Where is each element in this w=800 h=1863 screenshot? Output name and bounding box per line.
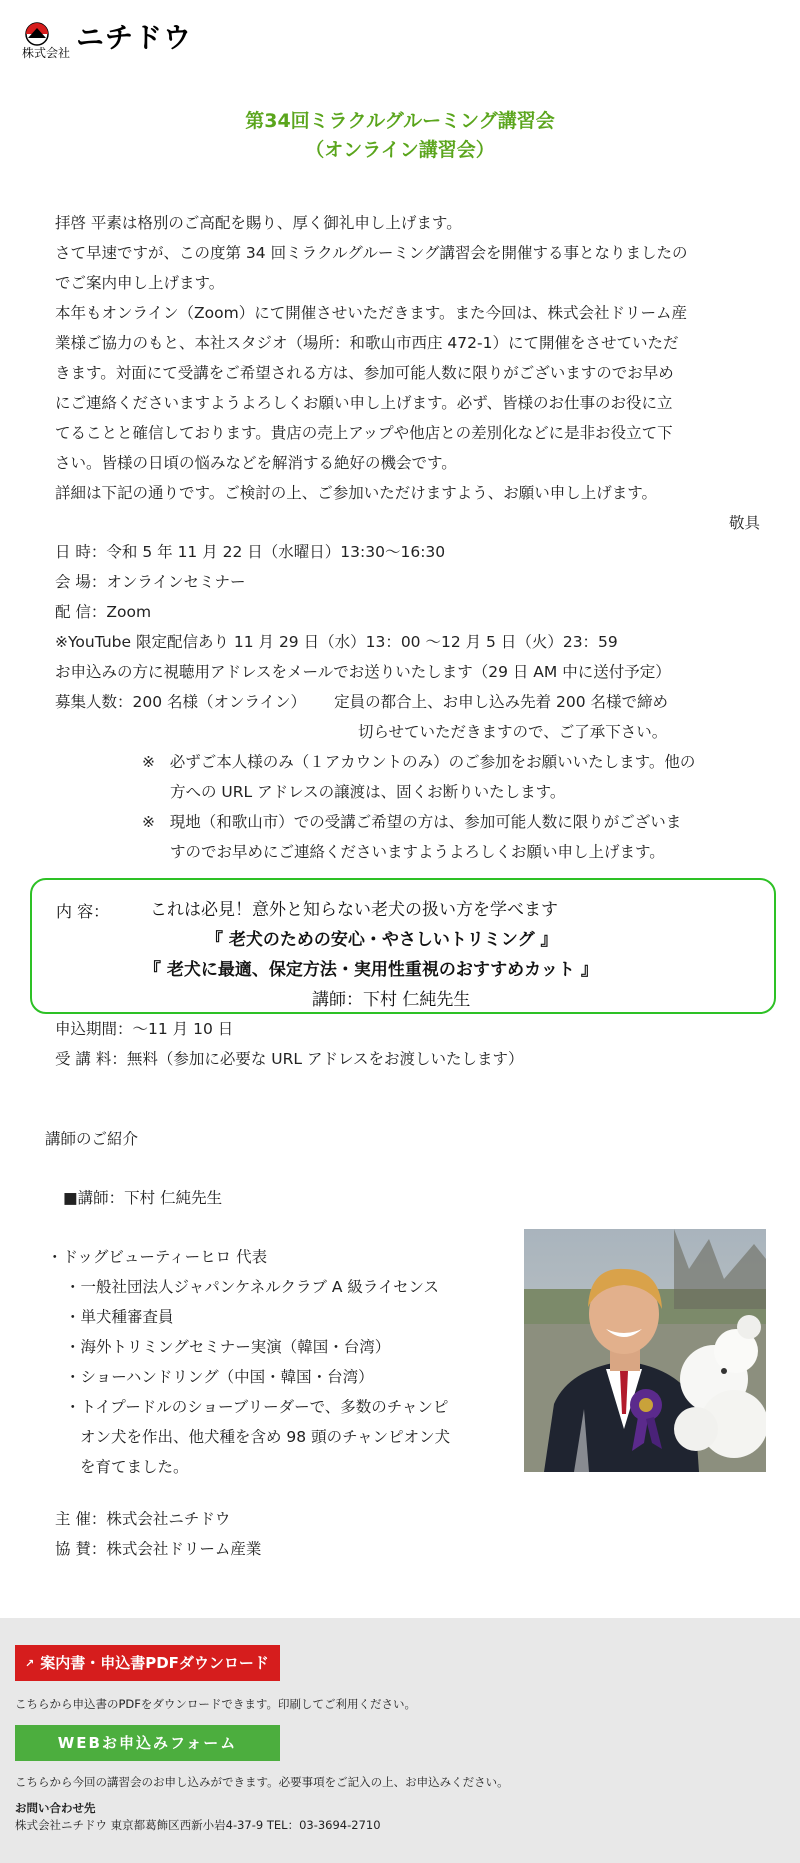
pdf-download-label: 案内書・申込書PDFダウンロード: [40, 1654, 269, 1672]
apply-period: 申込期間：〜11 月 10 日: [55, 1020, 234, 1038]
instructor-name: ■講師：下村 仁純先生: [63, 1189, 223, 1207]
career-item: ・単犬種審査員: [65, 1308, 174, 1326]
detail-capacity: [55, 687, 760, 717]
intro-line: てることと確信しております。貴店の売上アップや他店との差別化などに是非お役立て下: [55, 424, 673, 442]
career-item: を育てました。: [80, 1458, 189, 1476]
intro-line: 業様ご協力のもと、本社スタジオ（場所：和歌山市西庄 472-1）にて開催をさせていただ: [55, 334, 679, 352]
instructor-career-list: [47, 1242, 507, 1482]
notice-mark: ※: [142, 813, 155, 831]
intro-line: さい。皆様の日頃の悩みなどを解消する絶好の機会です。: [55, 454, 457, 472]
page-title: 第34回ミラクルグルーミング講習会: [245, 110, 555, 132]
career-item: オン犬を作出、他犬種を含め 98 頭のチャンピオン犬: [80, 1428, 451, 1446]
content-lecturer: 講師：下村 仁純先生: [312, 990, 471, 1010]
content-label: 内 容：: [56, 902, 110, 921]
contact-info: 株式会社ニチドウ 東京都葛飾区西新小岩4-37-9 TEL：03-3694-2710: [15, 1818, 381, 1832]
career-item: ・海外トリミングセミナー実演（韓国・台湾）: [65, 1338, 391, 1356]
career-item: ・ショーハンドリング（中国・韓国・台湾）: [65, 1368, 374, 1386]
notice-2: [55, 807, 760, 837]
intro-letter: [55, 208, 760, 538]
detail-stream: 配 信：Zoom: [55, 603, 152, 621]
logo-company-name: ニチドウ: [76, 21, 193, 54]
logo-kaisha: 株式会社: [22, 46, 71, 60]
content-box: [30, 878, 776, 1014]
intro-line: 拝啓 平素は格別のご高配を賜り、厚く御礼申し上げます。: [55, 214, 462, 232]
organizer-host: 主 催：株式会社ニチドウ: [55, 1510, 231, 1528]
intro-line: さて早速ですが、この度第 34 回ミラクルグルーミング講習会を開催する事となりましたの: [55, 244, 688, 262]
capacity-label: 募集人数：200 名様（オンライン）: [55, 693, 307, 711]
apply-fee: 受 講 料：無料（参加に必要な URL アドレスをお渡しいたします）: [55, 1050, 524, 1068]
notice-1: [55, 747, 760, 777]
content-lead: これは必見！意外と知らない老犬の扱い方を学べます: [150, 900, 558, 920]
web-application-button[interactable]: WEBお申込みフォーム: [15, 1725, 280, 1761]
intro-line: きます。対面にて受講をご希望される方は、参加可能人数に限りがございますのでお早め: [55, 364, 674, 382]
detail-youtube: ※YouTube 限定配信あり 11 月 29 日（水）13：00 〜12 月 5 日（火）23：59: [55, 633, 618, 651]
intro-line: でご案内申し上げます。: [55, 274, 225, 292]
notice-mark: ※: [142, 753, 155, 771]
career-item: ・一般社団法人ジャパンケネルクラブ A 級ライセンス: [65, 1278, 440, 1296]
instructor-photo: [524, 1229, 766, 1472]
notice-2-text: 現地（和歌山市）での受講ご希望の方は、参加可能人数に限りがございま: [169, 813, 682, 831]
content-topic-2: 『 老犬に最適、保定方法・実用性重視のおすすめカット 』: [144, 960, 598, 980]
capacity-note2: 切らせていただきますので、ご了承下さい。: [358, 723, 668, 741]
career-item: ・トイプードルのショーブリーダーで、多数のチャンピ: [65, 1398, 449, 1416]
content-topic-1: 『 老犬のための安心・やさしいトリミング 』: [206, 930, 558, 950]
intro-line: 詳細は下記の通りです。ご検討の上、ご参加いただけますよう、お願い申し上げます。: [55, 484, 658, 502]
career-item: ・ドッグビューティーヒロ 代表: [47, 1248, 268, 1266]
pdf-download-button[interactable]: [15, 1645, 280, 1681]
capacity-note1: 定員の都合上、お申し込み先着 200 名様で締め: [334, 693, 669, 711]
organizers: [55, 1504, 760, 1564]
notice-1-text: 必ずご本人様のみ（１アカウントのみ）のご参加をお願いいたします。他の: [169, 753, 696, 771]
notice-2-cont: すのでお早めにご連絡くださいますようよろしくお願い申し上げます。: [170, 843, 665, 861]
footer: [0, 1618, 800, 1863]
closing-keigu: 敬具: [728, 514, 760, 532]
instructor-section-title: 講師のご紹介: [45, 1130, 139, 1148]
apply-info: [55, 1014, 760, 1074]
intro-line: 本年もオンライン（Zoom）にて開催させいただきます。また今回は、株式会社ドリーム産: [55, 304, 687, 322]
detail-youtube-note: お申込みの方に視聴用アドレスをメールでお送りいたします（29 日 AM 中に送付予定）: [55, 663, 671, 681]
event-details: [55, 537, 760, 867]
pdf-note: こちらから申込書のPDFをダウンロードできます。印刷してご利用ください。: [15, 1697, 416, 1711]
organizer-support: 協 賛：株式会社ドリーム産業: [55, 1540, 262, 1558]
page-subtitle: （オンライン講習会）: [305, 139, 495, 161]
intro-line: にご連絡くださいますようよろしくお願い申し上げます。必ず、皆様のお仕事のお役に立: [55, 394, 673, 412]
download-arrow-icon: ↗: [25, 1656, 35, 1670]
web-note: こちらから今回の講習会のお申し込みができます。必要事項をご記入の上、お申込みください。: [15, 1775, 509, 1789]
contact-title: お問い合わせ先: [15, 1801, 96, 1815]
detail-datetime: 日 時：令和 5 年 11 月 22 日（水曜日）13:30〜16:30: [55, 543, 446, 561]
notice-1-cont: 方への URL アドレスの譲渡は、固くお断りいたします。: [170, 783, 566, 801]
detail-venue: 会 場：オンラインセミナー: [55, 573, 246, 591]
